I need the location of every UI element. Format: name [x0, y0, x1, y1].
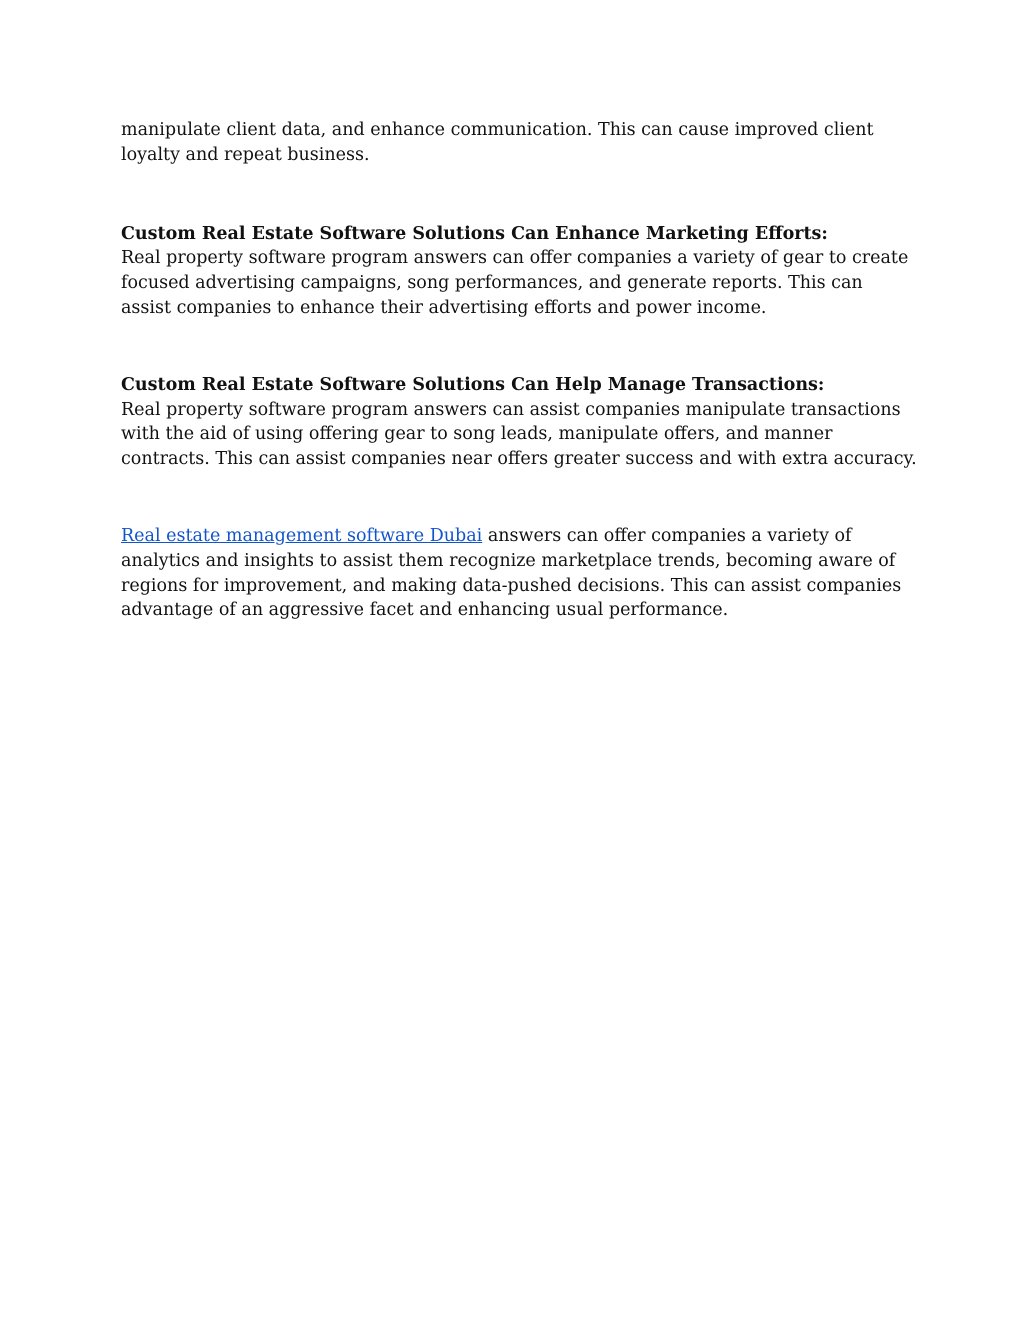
closing-line-1-rest: answers can offer companies a variety of — [482, 525, 852, 546]
closing-paragraph — [121, 524, 911, 623]
marketing-line-2: focused advertising campaigns, song performances, and generate reports. This can — [121, 273, 863, 294]
transactions-line-3: contracts. This can assist companies near offers greater success and with extra accuracy. — [121, 449, 917, 470]
intro-line-2: loyalty and repeat business. — [121, 144, 370, 165]
section-body-transactions — [121, 398, 917, 472]
marketing-line-1: Real property software program answers can offer companies a variety of gear to create — [121, 248, 909, 269]
real-estate-software-dubai-link[interactable]: Real estate management software Dubai — [121, 525, 483, 546]
document-page — [121, 118, 917, 623]
closing-line-1 — [121, 524, 911, 549]
intro-line-1: manipulate client data, and enhance communication. This can cause improved client — [121, 120, 874, 140]
section-body-marketing — [121, 246, 911, 320]
marketing-line-3: assist companies to enhance their advertising efforts and power income. — [121, 297, 767, 318]
section-marketing — [121, 222, 911, 321]
intro-paragraph — [121, 118, 911, 168]
closing-line-4: advantage of an aggressive facet and enhancing usual performance. — [121, 600, 729, 621]
transactions-line-2: with the aid of using offering gear to song leads, manipulate offers, and manner — [121, 424, 833, 445]
transactions-line-1: Real property software program answers can assist companies manipulate transactions — [121, 399, 901, 420]
section-heading-marketing: Custom Real Estate Software Solutions Can Enhance Marketing Efforts: — [121, 223, 828, 244]
section-heading-transactions: Custom Real Estate Software Solutions Can Help Manage Transactions: — [121, 374, 825, 395]
section-transactions — [121, 373, 917, 472]
closing-line-2: analytics and insights to assist them recognize marketplace trends, becoming aware of — [121, 550, 896, 571]
closing-line-3: regions for improvement, and making data-pushed decisions. This can assist companies — [121, 575, 902, 596]
